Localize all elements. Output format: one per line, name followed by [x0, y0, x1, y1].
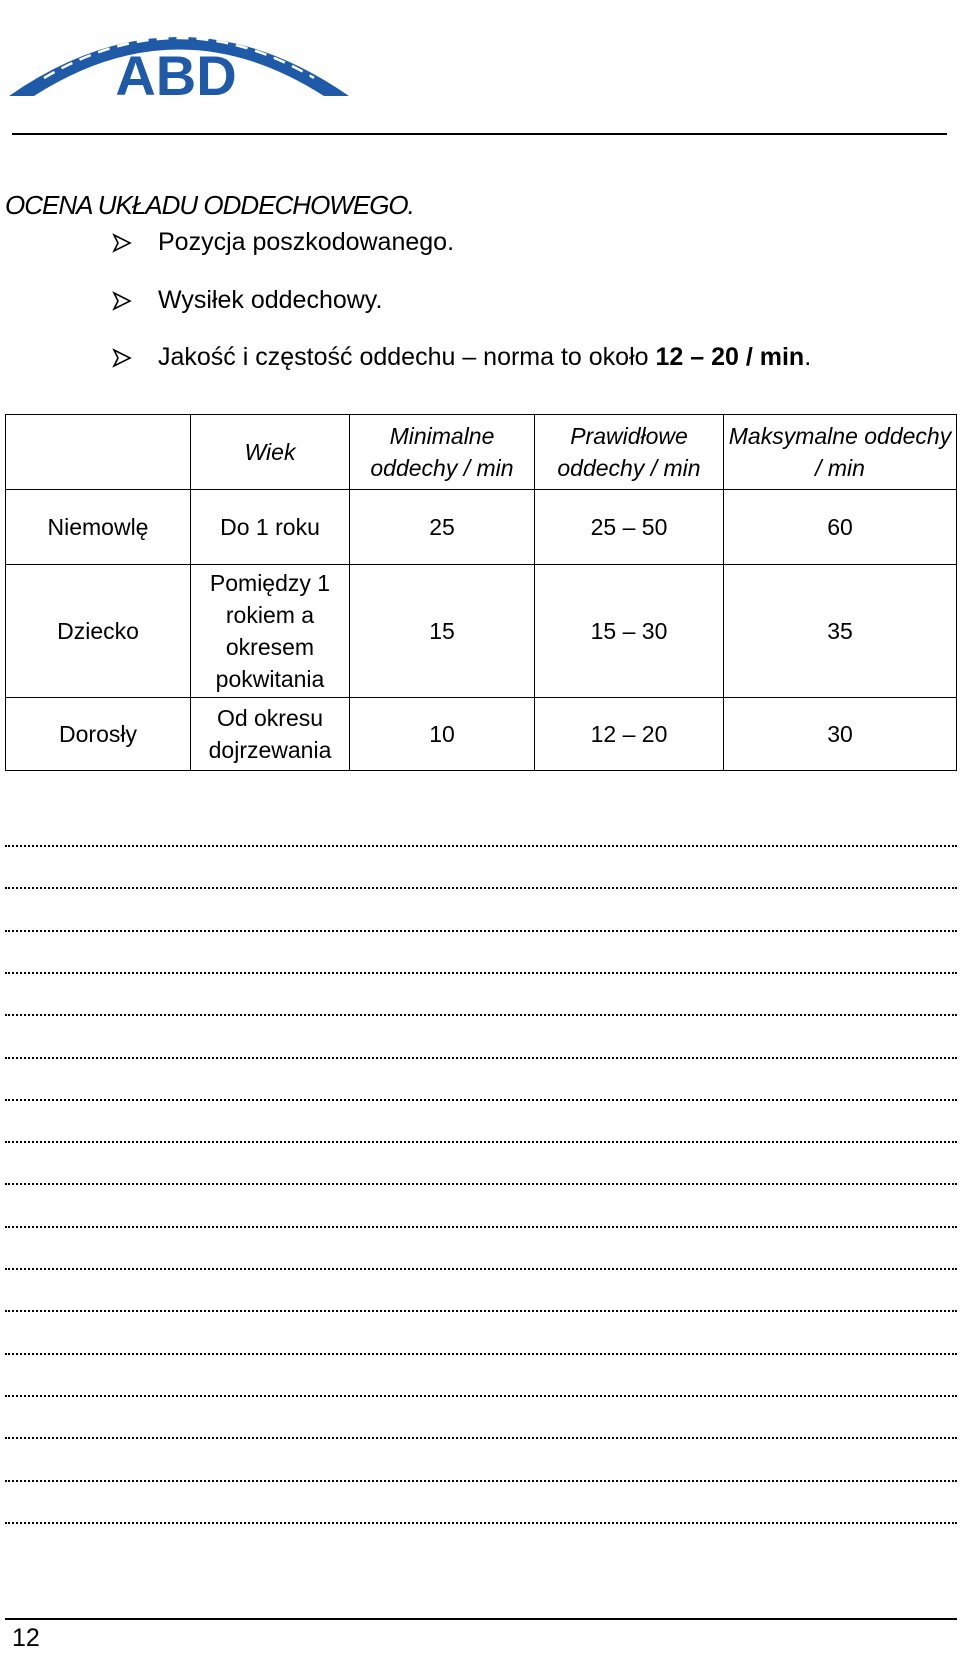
bullet-item — [112, 286, 382, 315]
dotted-note-line — [5, 1480, 957, 1482]
dotted-note-line — [5, 1268, 957, 1270]
arrowhead-bullet-icon — [112, 233, 132, 253]
table-cell: Pomiędzy 1 rokiem a okresem pokwitania — [191, 565, 350, 698]
table-row — [6, 565, 957, 698]
page-number: 12 — [12, 1624, 40, 1652]
bullet-text: Pozycja poszkodowanego. — [158, 228, 455, 256]
table-cell: Do 1 roku — [191, 490, 350, 565]
bullet-text: Wysiłek oddechowy. — [158, 286, 383, 314]
bullet-item — [112, 228, 454, 257]
dotted-note-line — [5, 930, 957, 932]
table-header: Minimalne oddechy / min — [350, 415, 535, 490]
table-header-row — [6, 415, 957, 490]
table-cell: 15 – 30 — [535, 565, 724, 698]
dotted-note-line — [5, 1014, 957, 1016]
table-header — [6, 415, 191, 490]
dotted-note-line — [5, 1310, 957, 1312]
breathing-rate-table — [5, 414, 957, 771]
dotted-note-line — [5, 1141, 957, 1143]
table-cell: Od okresu dojrzewania — [191, 698, 350, 771]
logo-text: ABD — [115, 44, 237, 98]
dotted-note-line — [5, 1099, 957, 1101]
dotted-note-line — [5, 1437, 957, 1439]
table-cell: 10 — [350, 698, 535, 771]
table-cell: 25 – 50 — [535, 490, 724, 565]
table-cell: 35 — [724, 565, 957, 698]
table-row — [6, 490, 957, 565]
bullet-text-end: . — [804, 343, 812, 371]
dotted-note-line — [5, 1226, 957, 1228]
table-cell: 30 — [724, 698, 957, 771]
bullet-text: Jakość i częstość oddechu – norma to około — [158, 343, 656, 371]
table-cell: 15 — [350, 565, 535, 698]
dotted-note-line — [5, 1183, 957, 1185]
table-header: Maksymalne oddechy / min — [724, 415, 957, 490]
dotted-note-line — [5, 1522, 957, 1524]
abd-logo — [4, 8, 354, 98]
dotted-note-line — [5, 1395, 957, 1397]
table-header: Prawidłowe oddechy / min — [535, 415, 724, 490]
dotted-note-line — [5, 887, 957, 889]
table-cell: Niemowlę — [6, 490, 191, 565]
dotted-note-line — [5, 845, 957, 847]
section-title: OCENA UKŁADU ODDECHOWEGO. — [5, 190, 414, 220]
dotted-note-line — [5, 972, 957, 974]
table-cell: 12 – 20 — [535, 698, 724, 771]
bullet-item — [112, 343, 811, 372]
table-cell: 60 — [724, 490, 957, 565]
header-rule — [12, 133, 947, 135]
bullet-bold-text: 12 – 20 / min — [655, 343, 805, 371]
table-cell: Dziecko — [6, 565, 191, 698]
table-header: Wiek — [191, 415, 350, 490]
table-cell: Dorosły — [6, 698, 191, 771]
arrowhead-bullet-icon — [112, 348, 132, 368]
dotted-note-line — [5, 1057, 957, 1059]
dotted-note-line — [5, 1353, 957, 1355]
table-row — [6, 698, 957, 771]
arrowhead-bullet-icon — [112, 291, 132, 311]
footer-rule — [5, 1618, 957, 1620]
table-cell: 25 — [350, 490, 535, 565]
